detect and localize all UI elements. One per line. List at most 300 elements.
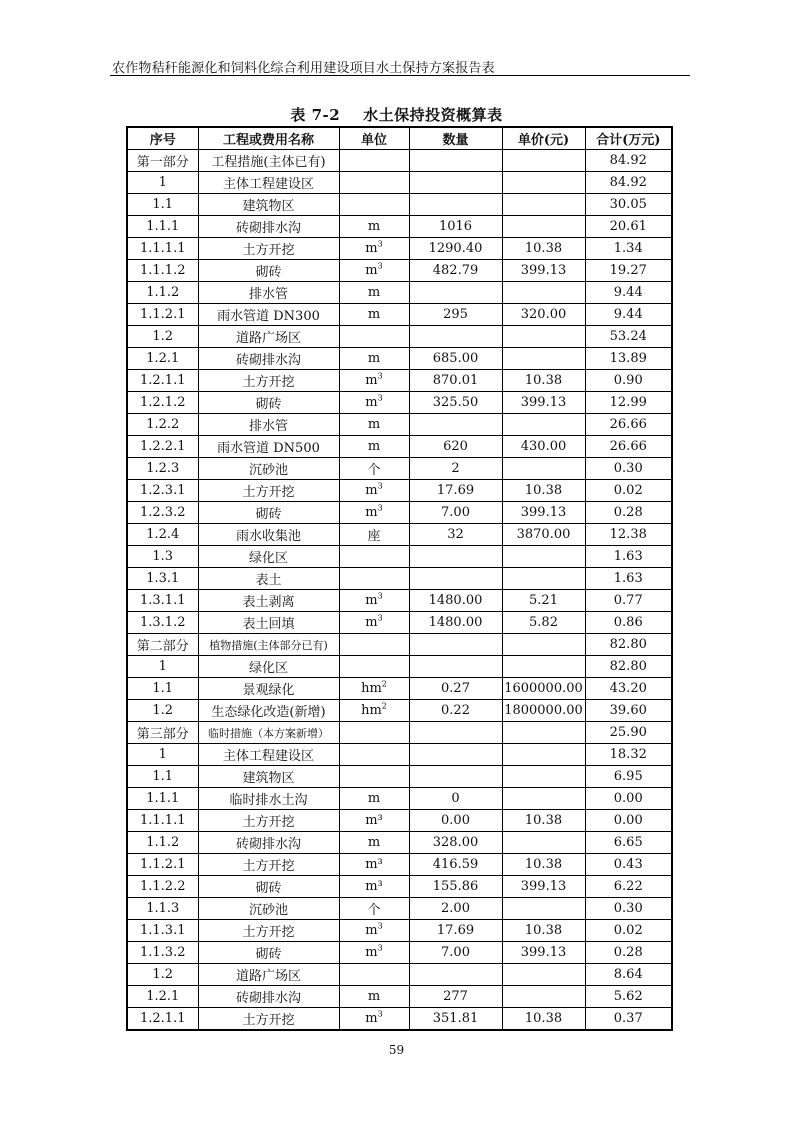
table-header-row [127,127,672,150]
item-name-cell: 道路广场区 [198,326,339,348]
row-number-cell: 1 [127,172,198,194]
table-row [127,436,672,458]
unit-exponent: 3 [377,921,383,931]
unit-cell [339,656,409,678]
quantity-cell [409,656,502,678]
item-name-cell: 生态绿化改造(新增) [198,700,339,722]
row-number-cell: 1.2 [127,700,198,722]
unit-price-cell: 10.38 [502,480,585,502]
item-name-cell: 砌砖 [198,942,339,964]
unit-price-cell [502,898,585,920]
quantity-cell: 0.22 [409,700,502,722]
quantity-cell: 1480.00 [409,612,502,634]
total-cell: 82.80 [585,656,672,678]
unit-exponent: 3 [377,1009,383,1019]
row-number-cell: 1.1 [127,766,198,788]
total-cell: 20.61 [585,216,672,238]
unit-text: m [365,483,378,498]
total-cell: 25.90 [585,722,672,744]
item-name-cell: 土方开挖 [198,480,339,502]
unit-price-cell: 10.38 [502,920,585,942]
unit-cell [339,634,409,656]
unit-price-cell [502,964,585,986]
table-row [127,986,672,1008]
total-cell: 53.24 [585,326,672,348]
quantity-cell: 328.00 [409,832,502,854]
table-row [127,832,672,854]
item-name-cell: 道路广场区 [198,964,339,986]
unit-text: m [367,285,381,300]
unit-text: m [367,835,381,850]
table-row [127,546,672,568]
quantity-cell: 1016 [409,216,502,238]
total-cell: 0.02 [585,920,672,942]
row-number-cell: 1.2 [127,964,198,986]
unit-price-cell: 399.13 [502,260,585,282]
total-cell: 0.30 [585,898,672,920]
unit-text: 座 [367,529,381,544]
quantity-cell [409,964,502,986]
item-name-cell: 绿化区 [198,546,339,568]
quantity-cell [409,172,502,194]
unit-price-cell [502,744,585,766]
table-row [127,656,672,678]
quantity-cell: 685.00 [409,348,502,370]
unit-text: m³ [365,857,383,872]
row-number-cell: 1.1.3.1 [127,920,198,942]
item-name-cell: 土方开挖 [198,854,339,876]
unit-text: 个 [367,903,381,918]
item-name-cell: 砌砖 [198,392,339,414]
unit-price-cell: 320.00 [502,304,585,326]
table-row [127,216,672,238]
table-row [127,920,672,942]
table-row [127,854,672,876]
unit-cell [339,788,409,810]
unit-text: m [365,923,378,938]
unit-exponent: 3 [377,943,383,953]
unit-exponent: 2 [381,679,387,689]
unit-price-cell [502,656,585,678]
table-row [127,678,672,700]
unit-cell [339,1008,409,1031]
quantity-cell: 2.00 [409,898,502,920]
unit-price-cell: 399.13 [502,392,585,414]
item-name-cell: 绿化区 [198,656,339,678]
table-row [127,304,672,326]
quantity-cell: 7.00 [409,502,502,524]
table-row [127,502,672,524]
row-number-cell: 1.2.1.1 [127,370,198,392]
item-name-cell: 表土 [198,568,339,590]
item-name-cell: 植物措施(主体部分已有) [198,634,339,656]
unit-price-cell [502,326,585,348]
unit-cell [339,920,409,942]
quantity-cell: 870.01 [409,370,502,392]
unit-exponent: 3 [377,613,383,623]
unit-text: 个 [367,463,381,478]
item-name-cell: 土方开挖 [198,920,339,942]
total-cell: 6.22 [585,876,672,898]
unit-text: m [365,395,378,410]
unit-exponent: 3 [377,239,383,249]
row-number-cell: 1.1.2 [127,832,198,854]
unit-price-cell: 10.38 [502,238,585,260]
table-row [127,414,672,436]
unit-cell [339,568,409,590]
unit-cell [339,766,409,788]
unit-text: hm [361,703,382,718]
table-row [127,722,672,744]
table-row [127,1008,672,1031]
quantity-cell: 277 [409,986,502,1008]
unit-text: m [367,417,381,432]
column-header-name: 工程或费用名称 [198,127,339,150]
row-number-cell: 1 [127,656,198,678]
unit-cell [339,260,409,282]
total-cell: 0.37 [585,1008,672,1031]
unit-price-cell [502,832,585,854]
unit-cell [339,348,409,370]
unit-cell [339,722,409,744]
row-number-cell: 1 [127,744,198,766]
unit-text: m [367,791,381,806]
item-name-cell: 砌砖 [198,876,339,898]
item-name-cell: 砖砌排水沟 [198,986,339,1008]
page-number: 59 [388,1043,405,1057]
table-row [127,964,672,986]
quantity-cell: 17.69 [409,920,502,942]
table-row [127,348,672,370]
unit-text: m [367,219,381,234]
unit-price-cell [502,546,585,568]
unit-cell [339,238,409,260]
unit-cell [339,524,409,546]
total-cell: 39.60 [585,700,672,722]
total-cell: 5.62 [585,986,672,1008]
unit-price-cell [502,172,585,194]
unit-price-cell [502,216,585,238]
unit-exponent: 3 [377,481,383,491]
total-cell: 0.28 [585,942,672,964]
unit-price-cell: 5.82 [502,612,585,634]
total-cell: 8.64 [585,964,672,986]
row-number-cell: 1.2.4 [127,524,198,546]
total-cell: 12.99 [585,392,672,414]
quantity-cell: 7.00 [409,942,502,964]
unit-exponent: 3 [377,503,383,513]
row-number-cell: 1.2.3 [127,458,198,480]
table-row [127,810,672,832]
unit-cell [339,678,409,700]
unit-price-cell: 399.13 [502,502,585,524]
table-row [127,788,672,810]
item-name-cell: 临时措施（本方案新增） [198,722,339,744]
unit-text: m³ [365,879,383,894]
table-title: 表 7-2 水土保持投资概算表 [290,106,503,124]
row-number-cell: 1.1.2.1 [127,304,198,326]
item-name-cell: 表土回填 [198,612,339,634]
row-number-cell: 1.3.1 [127,568,198,590]
total-cell: 26.66 [585,414,672,436]
unit-text: m [365,373,378,388]
unit-exponent: 3 [377,261,383,271]
row-number-cell: 1.2.2.1 [127,436,198,458]
unit-cell [339,216,409,238]
quantity-cell: 1480.00 [409,590,502,612]
table-row [127,260,672,282]
table-row [127,898,672,920]
row-number-cell: 1.1.1.1 [127,238,198,260]
total-cell: 1.63 [585,546,672,568]
total-cell: 84.92 [585,172,672,194]
table-row [127,612,672,634]
item-name-cell: 砌砖 [198,260,339,282]
unit-price-cell [502,414,585,436]
unit-price-cell [502,722,585,744]
quantity-cell [409,194,502,216]
quantity-cell: 325.50 [409,392,502,414]
quantity-cell: 1290.40 [409,238,502,260]
item-name-cell: 景观绿化 [198,678,339,700]
item-name-cell: 主体工程建设区 [198,744,339,766]
item-name-cell: 沉砂池 [198,898,339,920]
total-cell: 0.00 [585,810,672,832]
quantity-cell [409,150,502,172]
item-name-cell: 雨水管道 DN500 [198,436,339,458]
unit-text: m [365,241,378,256]
unit-price-cell: 10.38 [502,810,585,832]
quantity-cell [409,546,502,568]
unit-text: hm [361,681,382,696]
unit-exponent: 3 [377,371,383,381]
row-number-cell: 1.3.1.2 [127,612,198,634]
table-row [127,524,672,546]
column-header-unit-price: 单价(元) [502,127,585,150]
unit-cell [339,590,409,612]
total-cell: 0.86 [585,612,672,634]
total-cell: 13.89 [585,348,672,370]
row-number-cell: 1.1.3 [127,898,198,920]
table-row [127,700,672,722]
quantity-cell: 155.86 [409,876,502,898]
item-name-cell: 建筑物区 [198,766,339,788]
unit-cell [339,612,409,634]
unit-text: m [365,593,378,608]
table-row [127,766,672,788]
quantity-cell [409,414,502,436]
total-cell: 6.95 [585,766,672,788]
unit-cell [339,810,409,832]
total-cell: 0.43 [585,854,672,876]
unit-cell [339,898,409,920]
unit-cell [339,876,409,898]
unit-price-cell: 10.38 [502,854,585,876]
row-number-cell: 1.2 [127,326,198,348]
total-cell: 30.05 [585,194,672,216]
quantity-cell: 351.81 [409,1008,502,1031]
unit-cell [339,150,409,172]
row-number-cell: 1.1.2.2 [127,876,198,898]
unit-text: m³ [365,813,383,828]
quantity-cell [409,568,502,590]
item-name-cell: 土方开挖 [198,238,339,260]
unit-cell [339,546,409,568]
total-cell: 0.30 [585,458,672,480]
total-cell: 1.34 [585,238,672,260]
unit-price-cell [502,282,585,304]
unit-price-cell [502,634,585,656]
total-cell: 12.38 [585,524,672,546]
unit-price-cell [502,458,585,480]
column-header-no: 序号 [127,127,198,150]
row-number-cell: 1.1.3.2 [127,942,198,964]
row-number-cell: 1.2.1.2 [127,392,198,414]
item-name-cell: 砖砌排水沟 [198,216,339,238]
quantity-cell [409,282,502,304]
row-number-cell: 第二部分 [127,634,198,656]
unit-cell [339,854,409,876]
unit-text: m [367,989,381,1004]
table-row [127,458,672,480]
total-cell: 0.90 [585,370,672,392]
row-number-cell: 1.2.3.2 [127,502,198,524]
item-name-cell: 砖砌排水沟 [198,348,339,370]
item-name-cell: 土方开挖 [198,370,339,392]
unit-cell [339,370,409,392]
total-cell: 6.65 [585,832,672,854]
unit-price-cell [502,788,585,810]
unit-price-cell: 5.21 [502,590,585,612]
unit-cell [339,942,409,964]
quantity-cell: 0.00 [409,810,502,832]
table-row [127,392,672,414]
unit-text: m [367,307,381,322]
row-number-cell: 1.1.1 [127,788,198,810]
row-number-cell: 1.1.1.2 [127,260,198,282]
quantity-cell: 2 [409,458,502,480]
row-number-cell: 1.3.1.1 [127,590,198,612]
table-body [127,150,672,1031]
quantity-cell: 0.27 [409,678,502,700]
table-row [127,568,672,590]
table-row [127,744,672,766]
quantity-cell: 482.79 [409,260,502,282]
unit-cell [339,744,409,766]
item-name-cell: 表土剥离 [198,590,339,612]
table-row [127,150,672,172]
row-number-cell: 1.1.2.1 [127,854,198,876]
unit-price-cell: 1600000.00 [502,678,585,700]
item-name-cell: 临时排水土沟 [198,788,339,810]
total-cell: 0.00 [585,788,672,810]
unit-price-cell [502,150,585,172]
quantity-cell [409,722,502,744]
item-name-cell: 土方开挖 [198,1008,339,1031]
column-header-quantity: 数量 [409,127,502,150]
total-cell: 19.27 [585,260,672,282]
quantity-cell: 17.69 [409,480,502,502]
quantity-cell: 620 [409,436,502,458]
row-number-cell: 1.2.1 [127,348,198,370]
total-cell: 84.92 [585,150,672,172]
unit-cell [339,172,409,194]
unit-price-cell: 430.00 [502,436,585,458]
unit-cell [339,304,409,326]
quantity-cell [409,634,502,656]
unit-cell [339,194,409,216]
total-cell: 9.44 [585,282,672,304]
table-row [127,876,672,898]
row-number-cell: 1.2.1.1 [127,1008,198,1031]
unit-cell [339,326,409,348]
column-header-total: 合计(万元) [585,127,672,150]
unit-cell [339,964,409,986]
table-row [127,590,672,612]
row-number-cell: 1.3 [127,546,198,568]
unit-cell [339,436,409,458]
item-name-cell: 排水管 [198,414,339,436]
unit-cell [339,832,409,854]
row-number-cell: 1.2.2 [127,414,198,436]
quantity-cell [409,766,502,788]
unit-text: m [367,351,381,366]
table-row [127,282,672,304]
unit-cell [339,700,409,722]
item-name-cell: 建筑物区 [198,194,339,216]
row-number-cell: 1.1.2 [127,282,198,304]
item-name-cell: 雨水管道 DN300 [198,304,339,326]
row-number-cell: 1.1 [127,678,198,700]
item-name-cell: 沉砂池 [198,458,339,480]
quantity-cell: 32 [409,524,502,546]
unit-text: m [365,505,378,520]
unit-price-cell [502,986,585,1008]
unit-text: m [365,263,378,278]
table-row [127,172,672,194]
total-cell: 0.77 [585,590,672,612]
unit-cell [339,480,409,502]
quantity-cell [409,744,502,766]
page-header-title: 农作物秸秆能源化和饲料化综合利用建设项目水土保持方案报告表 [112,61,495,76]
total-cell: 82.80 [585,634,672,656]
item-name-cell: 主体工程建设区 [198,172,339,194]
total-cell: 0.28 [585,502,672,524]
unit-price-cell [502,194,585,216]
unit-exponent: 2 [381,701,387,711]
total-cell: 9.44 [585,304,672,326]
row-number-cell: 第一部分 [127,150,198,172]
unit-price-cell [502,766,585,788]
total-cell: 26.66 [585,436,672,458]
row-number-cell: 第三部分 [127,722,198,744]
row-number-cell: 1.1.1.1 [127,810,198,832]
item-name-cell: 工程措施(主体已有) [198,150,339,172]
unit-exponent: 3 [377,393,383,403]
unit-cell [339,282,409,304]
unit-cell [339,458,409,480]
unit-price-cell: 399.13 [502,942,585,964]
quantity-cell [409,326,502,348]
unit-price-cell: 399.13 [502,876,585,898]
row-number-cell: 1.1 [127,194,198,216]
table-row [127,634,672,656]
unit-text: m [365,615,378,630]
row-number-cell: 1.1.1 [127,216,198,238]
quantity-cell: 0 [409,788,502,810]
unit-price-cell: 1800000.00 [502,700,585,722]
table-row [127,370,672,392]
